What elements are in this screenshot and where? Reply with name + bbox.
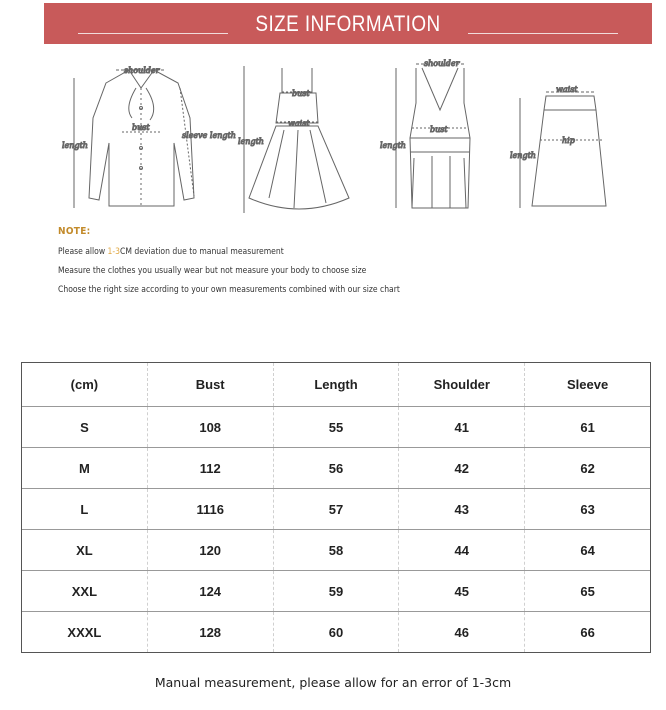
header-sleeve: Sleeve bbox=[525, 363, 651, 407]
table-row bbox=[22, 612, 651, 653]
table-cell: 56 bbox=[273, 448, 399, 489]
label-length-4: length bbox=[510, 151, 536, 160]
table-header-row bbox=[22, 363, 651, 407]
tank-top-illustration bbox=[396, 64, 470, 208]
skirt-illustration bbox=[520, 92, 606, 208]
table-cell: 59 bbox=[273, 571, 399, 612]
footer-note: Manual measurement, please allow for an error of 1-3cm bbox=[154, 675, 512, 690]
label-length-1: length bbox=[62, 141, 88, 150]
header-unit: (cm) bbox=[22, 363, 148, 407]
note-line-3: Choose the right size according to your own measurements combined with our size chart bbox=[58, 285, 400, 295]
table-cell: 43 bbox=[399, 489, 525, 530]
note-heading: NOTE: bbox=[58, 226, 91, 237]
label-shoulder-3: shoulder bbox=[424, 59, 460, 68]
table-cell: 62 bbox=[525, 448, 651, 489]
label-waist-4: waist bbox=[556, 85, 578, 94]
table-cell: 112 bbox=[147, 448, 273, 489]
table-row bbox=[22, 448, 651, 489]
table-cell: 55 bbox=[273, 407, 399, 448]
label-bust-2: bust bbox=[292, 89, 310, 98]
banner-title: SIZE INFORMATION bbox=[255, 11, 441, 36]
table-row bbox=[22, 530, 651, 571]
table-cell: 65 bbox=[525, 571, 651, 612]
table-cell: 120 bbox=[147, 530, 273, 571]
table-cell: 57 bbox=[273, 489, 399, 530]
table-cell: 66 bbox=[525, 612, 651, 653]
table-cell: 63 bbox=[525, 489, 651, 530]
note-line-2: Measure the clothes you usually wear but not measure your body to choose size bbox=[58, 266, 367, 276]
blouse-illustration bbox=[74, 70, 194, 208]
table-cell: 128 bbox=[147, 612, 273, 653]
table-cell: L bbox=[22, 489, 148, 530]
table-cell: 108 bbox=[147, 407, 273, 448]
label-bust-3: bust bbox=[430, 125, 448, 134]
table-cell: 46 bbox=[399, 612, 525, 653]
garment-illustrations bbox=[44, 48, 652, 228]
label-waist-2: waist bbox=[288, 119, 310, 128]
size-info-banner bbox=[44, 3, 652, 44]
table-cell: M bbox=[22, 448, 148, 489]
label-length-3: length bbox=[380, 141, 406, 150]
measurement-note bbox=[58, 226, 618, 300]
table-row bbox=[22, 571, 651, 612]
table-cell: S bbox=[22, 407, 148, 448]
table-cell: 45 bbox=[399, 571, 525, 612]
table-cell: 44 bbox=[399, 530, 525, 571]
table-row bbox=[22, 407, 651, 448]
label-bust-1: bust bbox=[132, 123, 150, 132]
label-sleeve-length: sleeve length bbox=[182, 131, 236, 140]
header-length: Length bbox=[273, 363, 399, 407]
header-shoulder: Shoulder bbox=[399, 363, 525, 407]
table-cell: XXL bbox=[22, 571, 148, 612]
table-cell: XXXL bbox=[22, 612, 148, 653]
table-cell: 58 bbox=[273, 530, 399, 571]
table-cell: 64 bbox=[525, 530, 651, 571]
table-cell: 41 bbox=[399, 407, 525, 448]
table-cell: 61 bbox=[525, 407, 651, 448]
label-length-2: length bbox=[238, 137, 264, 146]
note-line-1-highlight: 1-3 bbox=[107, 247, 121, 257]
table-cell: 60 bbox=[273, 612, 399, 653]
note-line-1-pre: Please allow bbox=[58, 247, 108, 257]
table-cell: 124 bbox=[147, 571, 273, 612]
note-line-1 bbox=[58, 243, 618, 262]
label-hip: hip bbox=[562, 136, 575, 145]
table-row bbox=[22, 489, 651, 530]
banner-rule-right bbox=[468, 33, 618, 34]
table-cell: 42 bbox=[399, 448, 525, 489]
size-chart-table bbox=[21, 362, 651, 653]
note-line-1-post: CM deviation due to manual measurement bbox=[120, 247, 284, 257]
table-cell: XL bbox=[22, 530, 148, 571]
label-shoulder-1: shoulder bbox=[124, 66, 160, 75]
table-cell: 1116 bbox=[147, 489, 273, 530]
header-bust: Bust bbox=[147, 363, 273, 407]
